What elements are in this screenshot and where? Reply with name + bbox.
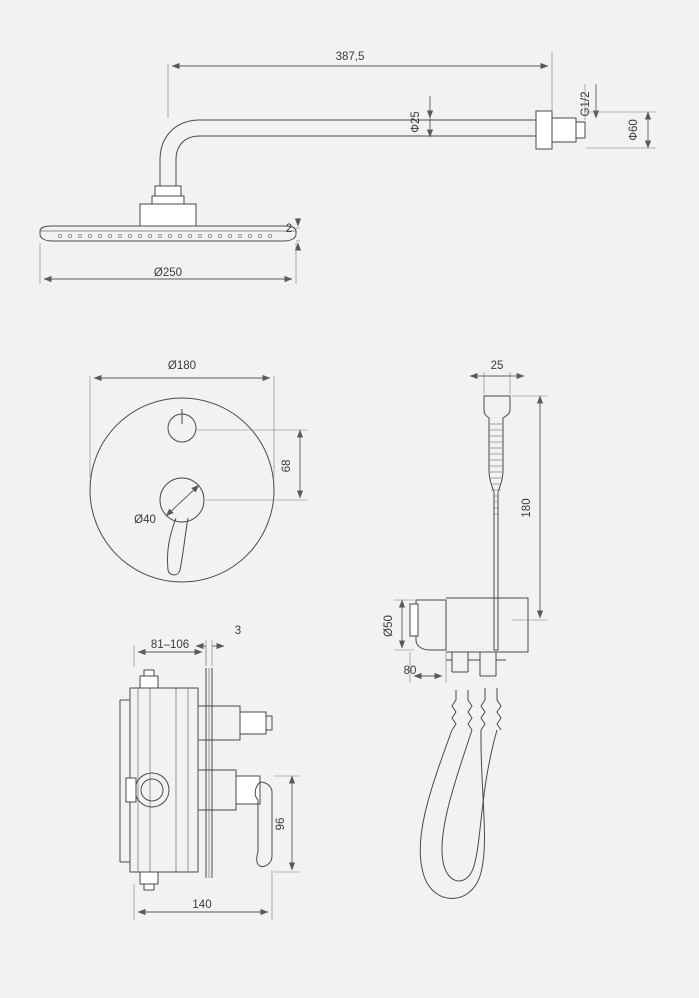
hand-shower-wall-bracket [410,598,528,676]
view-hand-shower [383,360,548,899]
dim-label-plate-dia: Ø180 [167,360,197,372]
view-rain-shower-arm [40,51,656,284]
dim-label-thread: G1/2 [580,91,592,117]
shower-hose [420,688,501,899]
dim-label-plate-thickness: 3 [234,625,242,637]
dim-head-dia [40,243,296,284]
dim-label-head-thickness: 2 [285,223,293,235]
dim-label-body-height: 96 [275,817,287,831]
dim-bracket-projection [404,652,446,682]
dim-handle-spacing [196,430,308,500]
mixer-body-outline [120,668,272,890]
dim-handle-dia [134,485,199,526]
rain-shower-head [40,204,296,241]
dim-label-handset-dia: 25 [490,360,504,372]
mixer-lever-handle [160,478,204,575]
view-mixer-plate [90,360,308,582]
dim-head-thickness [286,218,300,250]
dim-label-install-depth: 81–106 [150,639,190,651]
hand-shower-handset [484,396,510,650]
diverter-knob [168,409,196,442]
dim-label-arm-length: 387,5 [335,51,365,63]
dim-install-depth [134,639,206,666]
dim-label-handle-dia: Ø40 [134,514,156,526]
wall-flange [536,111,585,149]
dim-label-arm-tube-dia: Ф25 [410,111,422,133]
dim-flange-dia [586,112,656,148]
dim-handset-length [512,396,548,620]
dim-arm-length [168,51,552,118]
dim-arm-tube-dia [410,96,430,137]
view-mixer-body [120,625,300,920]
dim-body-height [274,776,300,872]
dim-label-handset-length: 180 [521,498,533,518]
dim-label-handle-spacing: 68 [281,459,293,473]
dim-handset-dia [470,360,524,394]
shower-arm-tube [152,120,536,204]
dim-label-flange-dia: Ф60 [628,119,640,141]
dim-label-bracket-dia: Ø50 [383,615,395,637]
dim-label-bracket-projection: 80 [403,665,417,677]
dim-thread [580,84,596,120]
dim-bracket-dia [383,600,414,650]
mixer-plate-disc [90,398,274,582]
dim-label-head-dia: Ø250 [153,267,183,279]
dim-plate-thickness [196,625,241,666]
dim-label-body-width: 140 [192,899,212,911]
